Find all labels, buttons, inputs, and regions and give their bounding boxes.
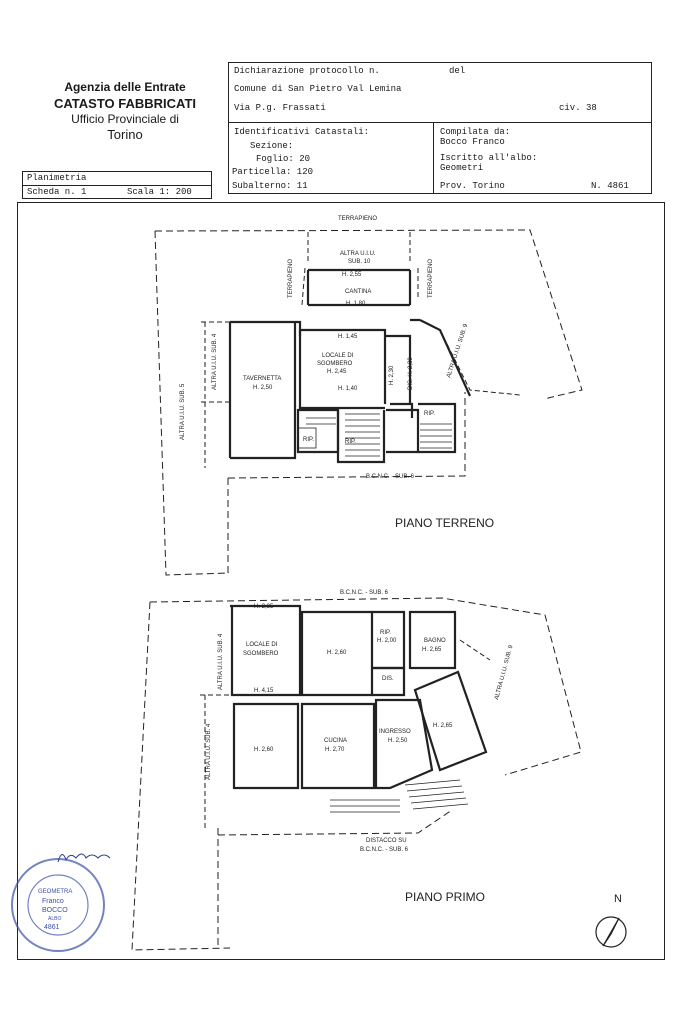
sgombero-label: SGOMBERO: [317, 361, 353, 367]
h245-label: H. 2,45: [327, 369, 347, 375]
dis-primo-label: DIS.: [382, 676, 394, 682]
altra-sub4-primo-label-b: ALTRA U.I.U. SUB. 4: [206, 723, 212, 780]
h260a-label: H. 2,60: [327, 650, 347, 656]
bcnc-primo-bottom-label: B.C.N.C. - SUB. 6: [360, 847, 409, 853]
altra-sub4-terreno-label: ALTRA U.I.U. SUB. 4: [212, 333, 218, 390]
compilatore-name: Bocco Franco: [440, 137, 505, 147]
altra-sub9-primo-label: ALTRA U.I.U. SUB. 9: [494, 644, 515, 701]
piano-terreno-title: PIANO TERRENO: [395, 516, 495, 530]
altra-sub9-terreno-label: ALTRA U.I.U. SUB. 9: [446, 323, 470, 379]
stamp-name2: BOCCO: [42, 907, 68, 914]
numero-text: N. 4861: [591, 181, 629, 191]
rip2-label: RIP.: [345, 439, 356, 445]
h415-label: H. 4,15: [254, 688, 274, 694]
piano-primo-title: PIANO PRIMO: [405, 890, 486, 904]
altra-sub5-terreno-label: ALTRA U.I.U. SUB. 5: [180, 383, 186, 440]
ufficio-label: Ufficio Provinciale di: [71, 112, 179, 126]
particella-text: Particella: 120: [232, 167, 314, 177]
identificativi-label: Identificativi Catastali:: [234, 127, 370, 137]
terrapieno-left-label: TERRAPIENO: [288, 258, 294, 298]
sub10-label: SUB. 10: [348, 259, 371, 265]
h140-label: H. 1,40: [338, 386, 358, 392]
primo-boundary: [150, 598, 581, 775]
scheda-number: Scheda n. 1: [27, 187, 87, 197]
locale-primo-label: LOCALE DI: [246, 642, 278, 648]
rip-primo-label: RIP.: [380, 630, 391, 636]
distacco-label: DISTACCO SU: [366, 838, 407, 844]
del-label: del: [449, 66, 466, 76]
cantina-label: CANTINA: [345, 289, 372, 295]
provincia-text: Prov. Torino: [440, 181, 505, 191]
h250-primo-label: H. 2,50: [388, 738, 408, 744]
stamp-albo: ALBO: [48, 916, 62, 922]
via-text: Via P.g. Frassati: [234, 103, 326, 113]
h265b-label: H. 2,65: [433, 723, 453, 729]
subalterno-text: Subalterno: 11: [232, 181, 308, 191]
h230-label: H. 2,30: [389, 365, 395, 385]
h145-label: H. 1,45: [338, 334, 358, 340]
h250-terreno-label: H. 2,50: [253, 385, 273, 391]
h270-label: H. 2,70: [325, 747, 345, 753]
planimetria-label: Planimetria: [27, 173, 87, 183]
rip1-label: RIP.: [303, 437, 314, 443]
north-label: N: [614, 893, 622, 905]
h235-label: H. 2,35: [254, 604, 274, 610]
agency-name: Agenzia delle Entrate: [64, 80, 186, 94]
protocollo-label: Dichiarazione protocollo n.: [234, 66, 380, 76]
bcnc-terreno-label: B.C.N.C. - SUB. 6: [366, 474, 415, 480]
tavernetta-label: TAVERNETTA: [243, 376, 282, 382]
north-arrow-icon: [596, 917, 626, 947]
ufficio-city: Torino: [107, 127, 143, 142]
locale-label: LOCALE DI: [322, 353, 354, 359]
bagno-label: BAGNO: [424, 638, 446, 644]
dis-terreno-label: DIS. H. 2,30: [408, 357, 414, 390]
terrapieno-right-label: TERRAPIENO: [428, 258, 434, 298]
h255-label: H. 2,55: [342, 272, 362, 278]
albo-text: Geometri: [440, 163, 484, 173]
h265a-label: H. 2,65: [422, 647, 442, 653]
geometra-stamp-icon: [12, 859, 104, 951]
civico-text: civ. 38: [559, 103, 597, 113]
iscritto-label: Iscritto all'albo:: [440, 153, 538, 163]
h260b-label: H. 2,60: [254, 747, 274, 753]
terrapieno-top-label: TERRAPIENO: [338, 216, 378, 222]
compilata-label: Compilata da:: [440, 127, 511, 137]
signature-icon: [58, 854, 110, 862]
altra-sub10-label: ALTRA U.I.U.: [340, 251, 376, 257]
sgombero-primo-label: SGOMBERO: [243, 651, 279, 657]
stamp-geometra: GEOMETRA: [38, 889, 73, 895]
scala-text: Scala 1: 200: [127, 187, 192, 197]
catasto-title: CATASTO FABBRICATI: [53, 96, 197, 111]
bcnc-primo-top-label: B.C.N.C. - SUB. 6: [340, 590, 389, 596]
h200-label: H. 2,00: [377, 638, 397, 644]
altra-sub4-primo-label-a: ALTRA U.I.U. SUB. 4: [218, 633, 224, 690]
rip3-label: RIP.: [424, 411, 435, 417]
cucina-label: CUCINA: [324, 738, 348, 744]
stamp-num: 4861: [44, 924, 60, 931]
sezione-label: Sezione:: [250, 141, 294, 151]
ingresso-label: INGRESSO: [379, 729, 411, 735]
foglio-text: Foglio: 20: [256, 154, 311, 164]
stamp-name1: Franco: [42, 898, 64, 905]
h180-label: H. 1,80: [346, 301, 366, 307]
comune-text: Comune di San Pietro Val Lemina: [234, 84, 402, 94]
